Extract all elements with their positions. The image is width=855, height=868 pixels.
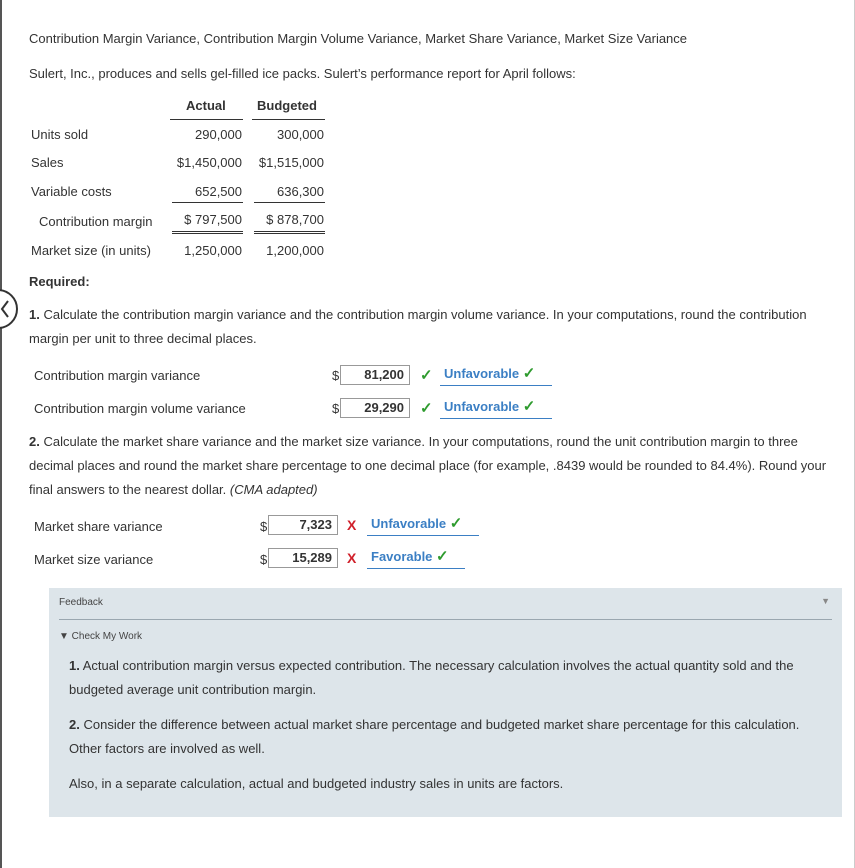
question-2-text <box>29 430 829 502</box>
incorrect-x-icon: X <box>347 550 357 566</box>
feedback-divider <box>59 619 832 620</box>
select-value: Unfavorable <box>444 399 520 414</box>
cell-budgeted: 300,000 <box>277 127 324 142</box>
check-my-work-toggle[interactable]: ▼ Check My Work <box>59 631 143 642</box>
feedback-item <box>69 713 829 761</box>
feedback-text: Actual contribution margin versus expected contribution. The necessary calculation involves the actual quantity sold and the budgeted average unit contribution margin. <box>69 658 794 697</box>
row-label: Units sold <box>31 127 89 142</box>
question-body: Calculate the contribution margin variance and the contribution margin volume variance. In your computations, round the contribution margin per unit to three decimal places. <box>29 307 807 346</box>
answer-select[interactable] <box>440 398 552 419</box>
cell-actual: 1,250,000 <box>184 243 242 258</box>
correct-check-icon: ✓ <box>449 515 463 532</box>
answer-label: Contribution margin variance <box>34 368 201 383</box>
cell-budgeted: 636,300 <box>277 184 324 199</box>
feedback-item <box>69 654 829 702</box>
cell-actual: $ 797,500 <box>184 212 242 227</box>
question-body: Calculate the market share variance and the market size variance. In your computations, round the unit contribution margin to three decimal places and round the market share percentage to one decimal place (for example, .8439 would be rounded to 84.4%). Round your final answers to the nearest dollar. <box>29 434 827 497</box>
select-value: Unfavorable <box>371 516 447 531</box>
correct-check-icon: ✓ <box>420 367 433 384</box>
header-actual: Actual <box>186 98 226 113</box>
row-label: Sales <box>31 155 64 170</box>
feedback-item <box>69 772 829 796</box>
answer-input[interactable]: 15,289 <box>268 548 338 568</box>
incorrect-x-icon: X <box>347 517 357 533</box>
correct-check-icon: ✓ <box>522 398 536 415</box>
total-double-line-budgeted <box>254 231 325 234</box>
answer-label: Market share variance <box>34 519 163 534</box>
answer-input[interactable]: 29,290 <box>340 398 410 418</box>
currency-sign: $ <box>260 552 268 567</box>
answer-label: Market size variance <box>34 552 154 567</box>
answer-select[interactable] <box>367 515 479 536</box>
cell-budgeted: $ 878,700 <box>266 212 324 227</box>
currency-sign: $ <box>332 368 340 383</box>
subtotal-line-actual <box>172 202 243 203</box>
cell-actual: 652,500 <box>195 184 242 199</box>
question-number: 1. <box>29 307 40 322</box>
chevron-left-icon <box>0 300 10 318</box>
header-underline-budgeted <box>252 119 325 120</box>
cell-actual: 290,000 <box>195 127 242 142</box>
cell-budgeted: 1,200,000 <box>266 243 324 258</box>
cell-actual: $1,450,000 <box>176 155 242 170</box>
select-value: Favorable <box>371 549 433 564</box>
row-label: Contribution margin <box>39 214 153 229</box>
currency-sign: $ <box>332 401 340 416</box>
correct-check-icon: ✓ <box>522 365 536 382</box>
source-note: (CMA adapted) <box>229 482 318 497</box>
question-1-text <box>29 303 829 351</box>
correct-check-icon: ✓ <box>436 548 449 565</box>
cell-budgeted: $1,515,000 <box>258 155 324 170</box>
answer-input[interactable]: 81,200 <box>340 365 410 385</box>
left-border <box>0 0 2 868</box>
currency-sign: $ <box>260 519 268 534</box>
answer-select[interactable] <box>440 365 552 386</box>
header-budgeted: Budgeted <box>257 98 317 113</box>
feedback-number: 2. <box>69 717 80 732</box>
header-underline-actual <box>170 119 243 120</box>
feedback-text: Consider the difference between actual market share percentage and budgeted market share percentage for this calculation. Other factors are involved as well. <box>69 717 800 756</box>
page-title: Contribution Margin Variance, Contribution Margin Volume Variance, Market Share Variance, Market Size Variance <box>29 31 688 46</box>
feedback-panel <box>49 588 842 817</box>
intro-text: Sulert, Inc., produces and sells gel-filled ice packs. Sulert’s performance report for April follows: <box>29 66 576 81</box>
answer-input[interactable]: 7,323 <box>268 515 338 535</box>
feedback-text: Also, in a separate calculation, actual and budgeted industry sales in units are factors. <box>69 776 564 791</box>
previous-button[interactable] <box>0 289 18 329</box>
collapse-caret-icon[interactable]: ▼ <box>821 596 830 606</box>
row-label: Market size (in units) <box>31 243 151 258</box>
required-heading: Required: <box>29 274 90 289</box>
subtotal-line-budgeted <box>254 202 325 203</box>
feedback-title: Feedback <box>59 597 103 608</box>
answer-select[interactable] <box>367 548 465 569</box>
correct-check-icon: ✓ <box>420 400 433 417</box>
select-value: Unfavorable <box>444 366 520 381</box>
row-label: Variable costs <box>31 184 112 199</box>
total-double-line-actual <box>172 231 243 234</box>
feedback-number: 1. <box>69 658 80 673</box>
question-number: 2. <box>29 434 40 449</box>
answer-label: Contribution margin volume variance <box>34 401 246 416</box>
